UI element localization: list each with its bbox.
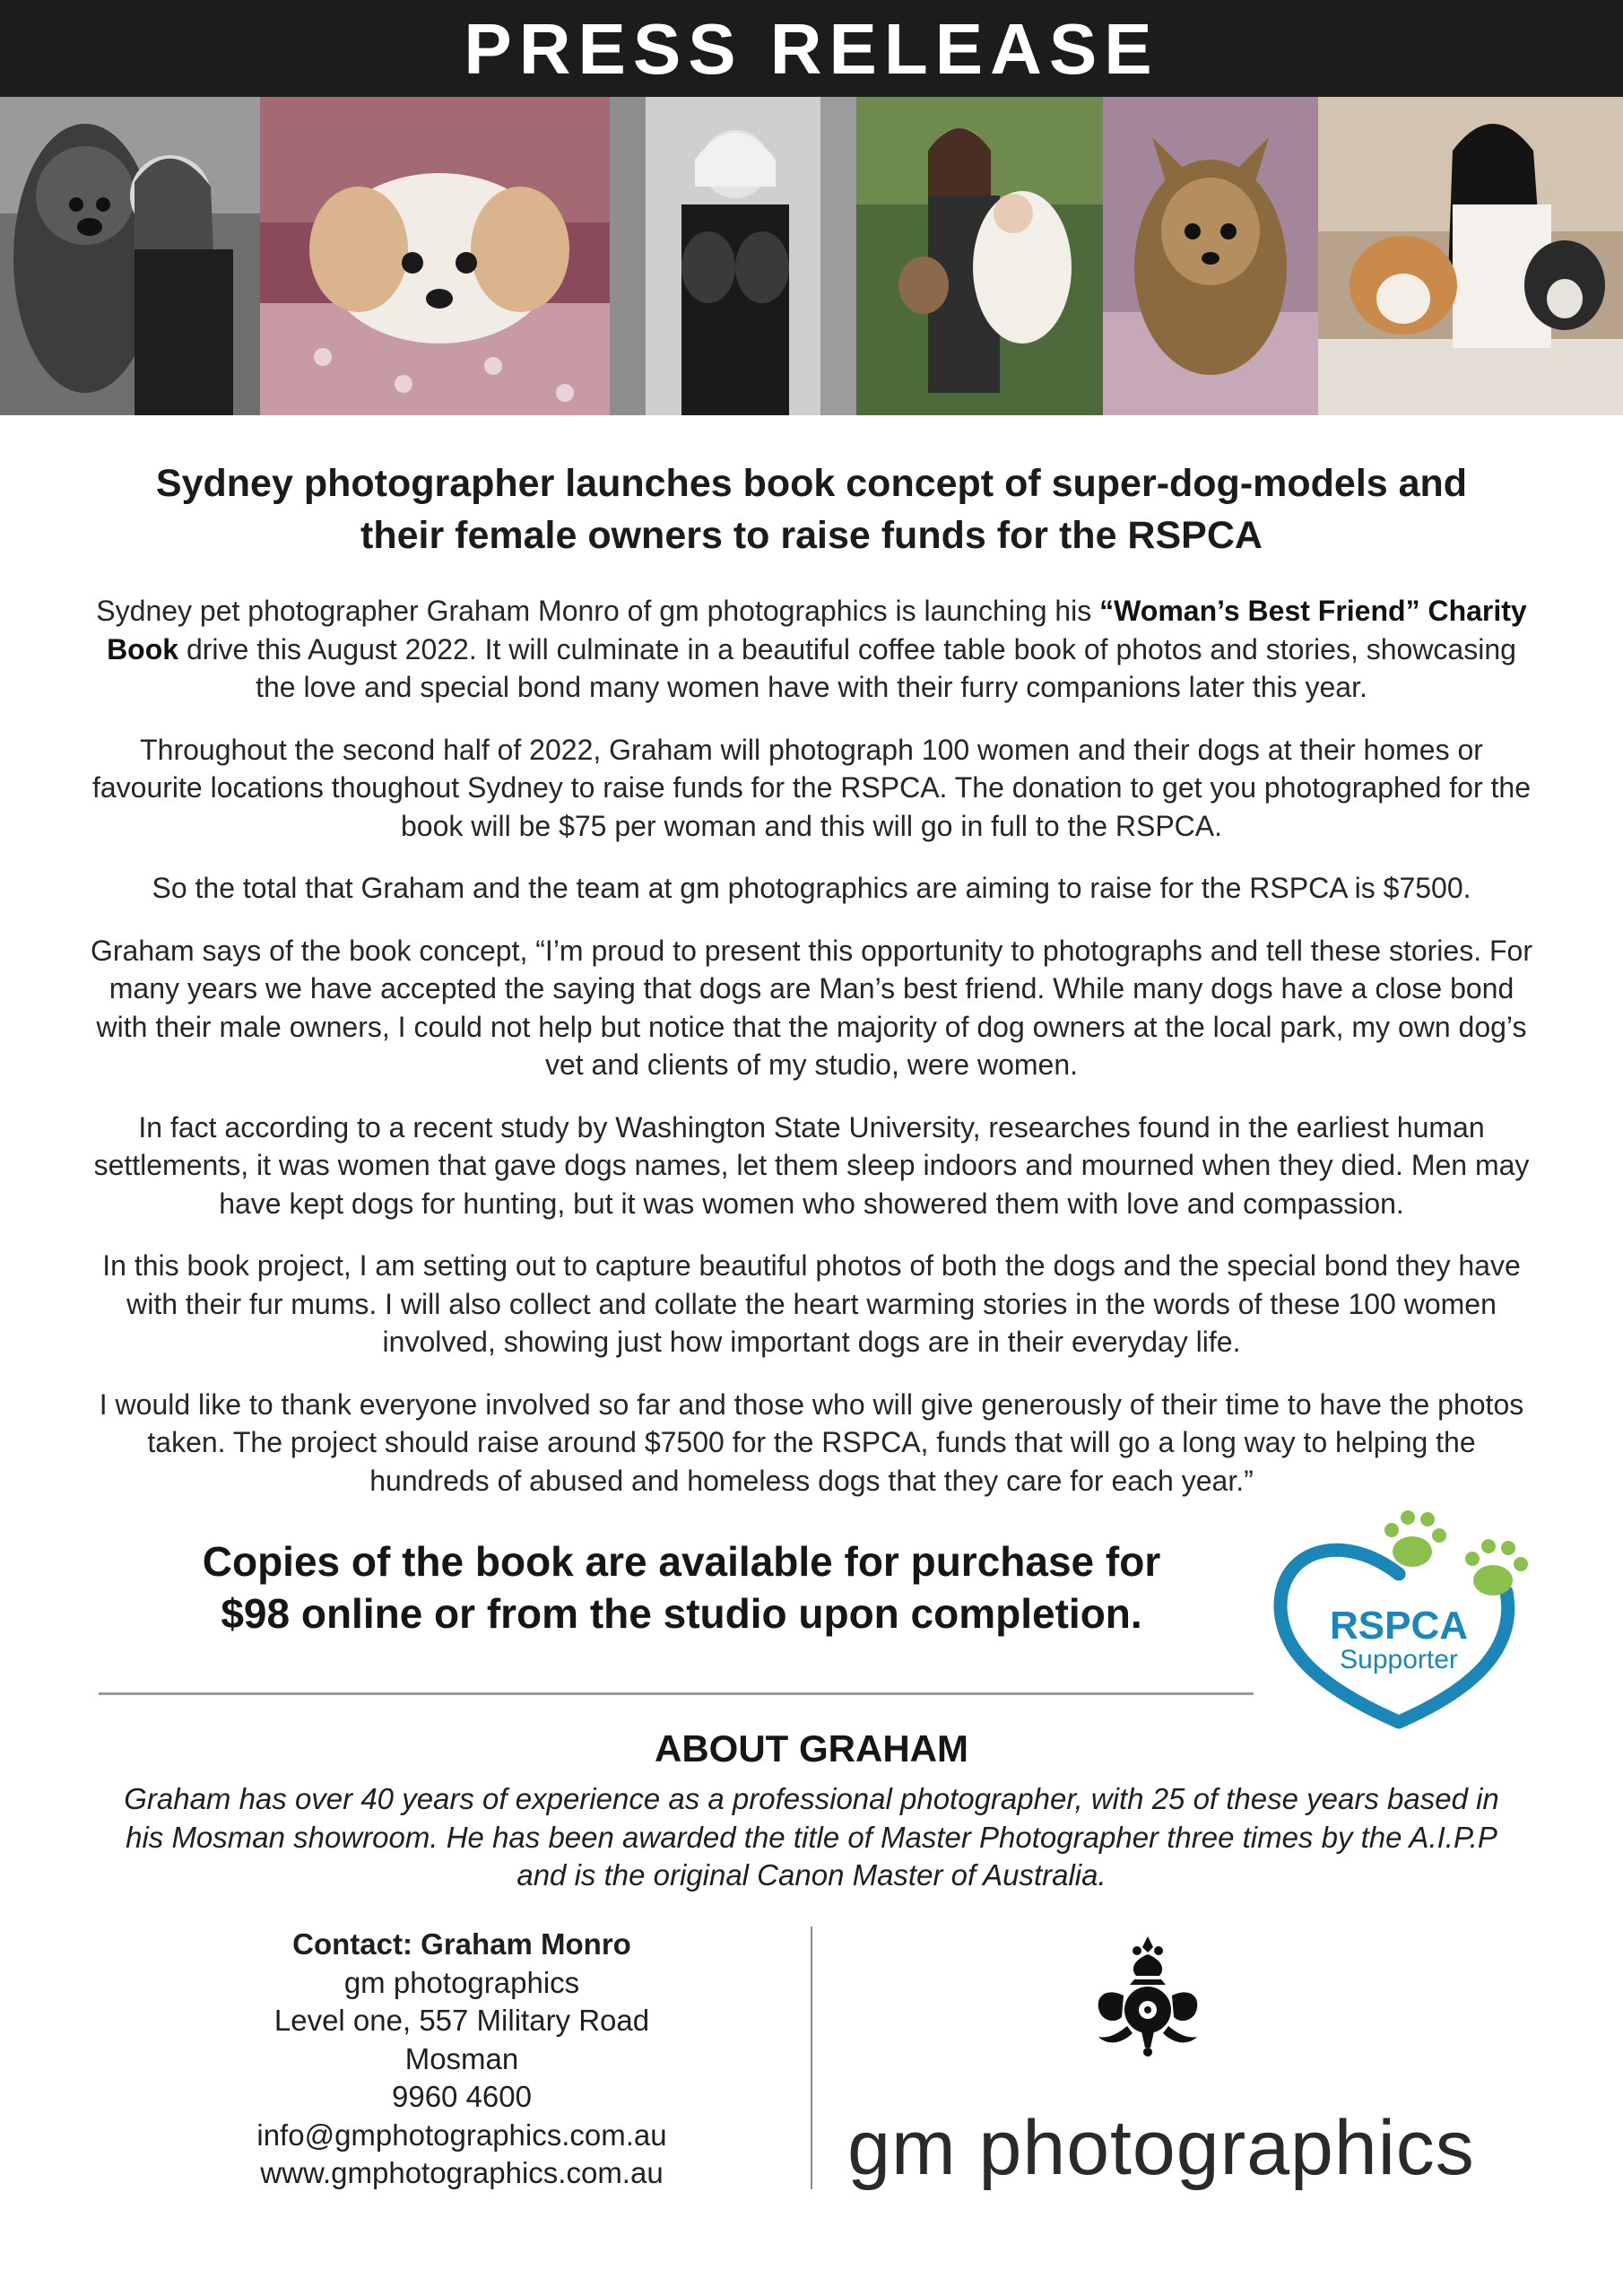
photo-woman-two-puppies xyxy=(610,97,856,415)
photo-woman-corgi-bulldog xyxy=(1318,97,1623,415)
charity-book-title: “Woman’s Best Friend” Charity Book xyxy=(107,595,1527,665)
headline-line-1: Sydney photographer launches book concept of super-dog-models and xyxy=(155,462,1468,505)
photo-strip xyxy=(0,97,1623,415)
copies-callout xyxy=(135,1535,1228,1639)
paragraph-thanks: I would like to thank everyone involved so far and those who will give generously of their time to have the photos taken. The project should raise around $7500 for the RSPCA, funds that will go a long way to helping the hundreds of abused and homeless dogs that they care for each year.” xyxy=(99,1387,1524,1497)
contact-suburb: Mosman xyxy=(404,2041,519,2075)
contact-block xyxy=(206,1926,717,2193)
contact-name: Contact: Graham Monro xyxy=(292,1927,631,1961)
gm-photographics-wordmark: gm photographics xyxy=(847,2105,1475,2191)
press-release-banner: PRESS RELEASE xyxy=(0,0,1623,97)
paragraph-schedule: Throughout the second half of 2022, Graham will photograph 100 women and their dogs at their homes or favourite locations thoughout Sydney to raise funds for the RSPCA. The donation to get you photographed for the book will be $75 per woman and this will go in full to the RSPCA. xyxy=(91,733,1531,842)
contact-company: gm photographics xyxy=(343,1965,580,1999)
rspca-supporter-badge xyxy=(1264,1498,1542,1740)
paw-print-icon xyxy=(1465,1539,1528,1596)
contact-phone: 9960 4600 xyxy=(392,2080,532,2113)
photo-yorkshire-terrier xyxy=(1103,97,1318,415)
gm-ornament-logo-icon xyxy=(1081,1933,1215,2058)
contact-website[interactable]: www.gmphotographics.com.au xyxy=(260,2156,664,2189)
copies-line-2: $98 online or from the studio upon completion. xyxy=(221,1590,1142,1637)
contact-email[interactable]: info@gmphotographics.com.au xyxy=(256,2118,667,2152)
contact-divider xyxy=(811,1926,812,2189)
photo-fluffy-dog-cushion xyxy=(260,97,610,415)
contact-address: Level one, 557 Military Road xyxy=(273,2004,650,2037)
about-title: ABOUT GRAHAM xyxy=(655,1727,968,1770)
section-divider xyxy=(99,1692,1254,1695)
rspca-badge-subtitle: Supporter xyxy=(1340,1645,1458,1674)
photo-woman-curly-dog xyxy=(0,97,260,415)
photo-woman-baby-terrier xyxy=(856,97,1103,415)
paw-print-icon xyxy=(1384,1510,1446,1567)
copies-line-1: Copies of the book are available for purchase for xyxy=(202,1538,1161,1585)
paragraph-study: In fact according to a recent study by Washington State University, researches found in the earliest human settlements, it was women that gave dogs names, let them sleep indoors and mourned when they died. Men may have kept dogs for hunting, but it was women who showered them with love and compassion. xyxy=(93,1110,1530,1220)
rspca-badge-title: RSPCA xyxy=(1329,1604,1469,1648)
intro-text-a: Sydney pet photographer Graham Monro of gm photographics is launching his xyxy=(96,595,1100,627)
paragraph-total: So the total that Graham and the team at gm photographics are aiming to raise for the RSPCA is $7500. xyxy=(152,872,1471,904)
about-text: Graham has over 40 years of experience as a professional photographer, with 25 of these years based in his Mosman showroom. He has been awarded the title of Master Photographer three times by the A.I.P.P and is the original Canon Master of Australia. xyxy=(124,1782,1499,1892)
paragraph-intro xyxy=(90,592,1533,707)
headline xyxy=(81,457,1542,561)
headline-line-2: their female owners to raise funds for the RSPCA xyxy=(360,514,1263,557)
intro-text-c: drive this August 2022. It will culminate in a beautiful coffee table book of photos and stories, showcasing the love and special bond many women have with their furry companions later this year. xyxy=(178,632,1516,703)
press-release-body xyxy=(90,592,1533,1524)
paragraph-quote-start: Graham says of the book concept, “I’m proud to present this opportunity to photographs and tell these stories. For many years we have accepted the saying that dogs are Man’s best friend. While many dogs have a close bond with their male owners, I could not help but notice that the majority of dog owners at the local park, my own dog’s vet and clients of my studio, were women. xyxy=(91,934,1532,1081)
paragraph-project: In this book project, I am setting out to capture beautiful photos of both the dogs and the special bond they have with their fur mums. I will also collect and collate the heart warming stories in the words of these 100 women involved, showing just how important dogs are in their everyday life. xyxy=(102,1249,1521,1358)
